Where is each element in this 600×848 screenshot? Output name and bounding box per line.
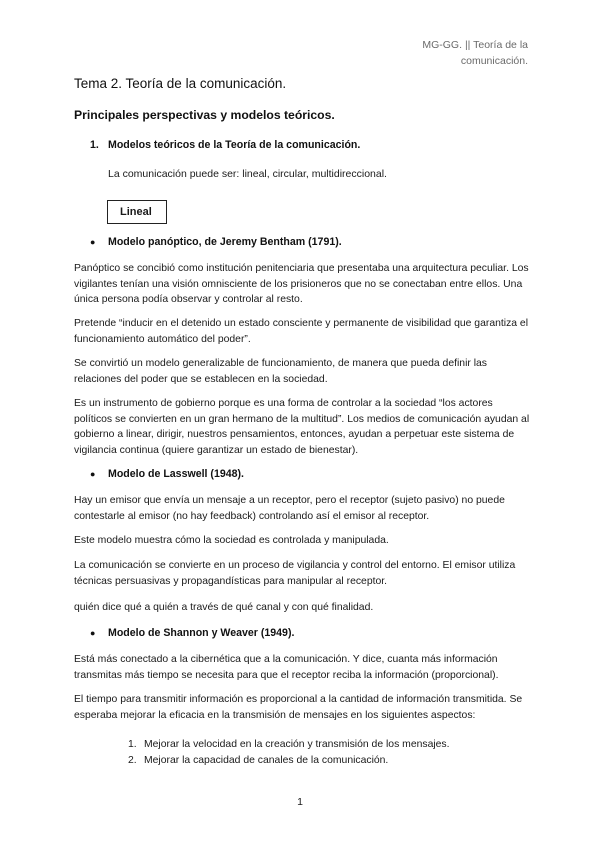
lineal-box: Lineal — [107, 200, 167, 224]
list-number: 1. — [128, 739, 137, 750]
list-item — [128, 739, 450, 750]
paragraph: Está más conectado a la cibernética que a la comunicación. Y dice, cuanta más información transmitas más tiempo se necesita para que el receptor reciba la información (proporcional). — [74, 654, 499, 681]
document-title: Tema 2. Teoría de la comunicación. — [74, 76, 287, 91]
paragraph: El tiempo para transmitir información es proporcional a la cantidad de información transmitida. Se esperaba mejorar la eficacia en la transmisión de mensajes en los siguientes aspectos: — [74, 694, 523, 721]
intro-text: La comunicación puede ser: lineal, circular, multidireccional. — [108, 168, 387, 180]
page-number: 1 — [297, 796, 303, 808]
list-text: Mejorar la velocidad en la creación y transmisión de los mensajes. — [144, 739, 450, 750]
list-item — [128, 755, 388, 766]
numbered-heading — [90, 139, 360, 151]
bullet-icon: ● — [90, 237, 96, 247]
model-heading-label: Modelo de Lasswell (1948). — [108, 468, 244, 480]
paragraph: Es un instrumento de gobierno porque es una forma de controlar a la sociedad “los actores políticos se convierten en un gran hermano de la multitud”. Los medios de comunicación ayudan al gobierno a linear, dirigir, nuestros pensamientos, entonces, ayudan a perpetuar este sistema de vigilancia continua (quiere garantizar un estado de bienestar). — [74, 398, 530, 456]
paragraph: Este modelo muestra cómo la sociedad es controlada y manipulada. — [74, 535, 389, 546]
model-heading — [90, 468, 244, 480]
bullet-icon: ● — [90, 628, 96, 638]
model-heading-label: Modelo de Shannon y Weaver (1949). — [108, 627, 295, 639]
paragraph: quién dice qué a quién a través de qué canal y con qué finalidad. — [74, 602, 374, 613]
heading-number: 1. — [90, 139, 99, 151]
paragraph: Hay un emisor que envía un mensaje a un receptor, pero el receptor (sujeto pasivo) no puede contestarle al emisor (no hay feedback) controlando así el emisor al receptor. — [74, 495, 505, 522]
model-heading — [90, 627, 294, 639]
paragraph: Pretende “inducir en el detenido un estado consciente y permanente de visibilidad que garantiza el funcionamiento automático del poder”. — [74, 318, 529, 345]
running-header: MG-GG. || Teoría de la comunicación. — [422, 39, 528, 67]
list-text: Mejorar la capacidad de canales de la comunicación. — [144, 755, 389, 766]
model-heading — [90, 236, 342, 248]
paragraph: Se convirtió un modelo generalizable de funcionamiento, de manera que pueda definir las relaciones del poder que se establecen en la sociedad. — [74, 358, 488, 385]
list-number: 2. — [128, 755, 137, 766]
bullet-icon: ● — [90, 469, 96, 479]
paragraph: Panóptico se concibió como institución penitenciaria que presentaba una arquitectura peculiar. Los vigilantes tenían una visión omnisciente de los prisioneros que no se conectaban entre ellos. Una única persona podía observar y controlar al resto. — [74, 263, 529, 306]
paragraph: La comunicación se convierte en un proceso de vigilancia y control del entorno. El emisor utiliza técnicas persuasivas y propagandísticas para manipular al receptor. — [74, 560, 516, 587]
model-heading-label: Modelo panóptico, de Jeremy Bentham (1791). — [108, 236, 342, 248]
heading-label: Modelos teóricos de la Teoría de la comunicación. — [108, 139, 361, 151]
section-subtitle: Principales perspectivas y modelos teóricos. — [74, 108, 335, 122]
